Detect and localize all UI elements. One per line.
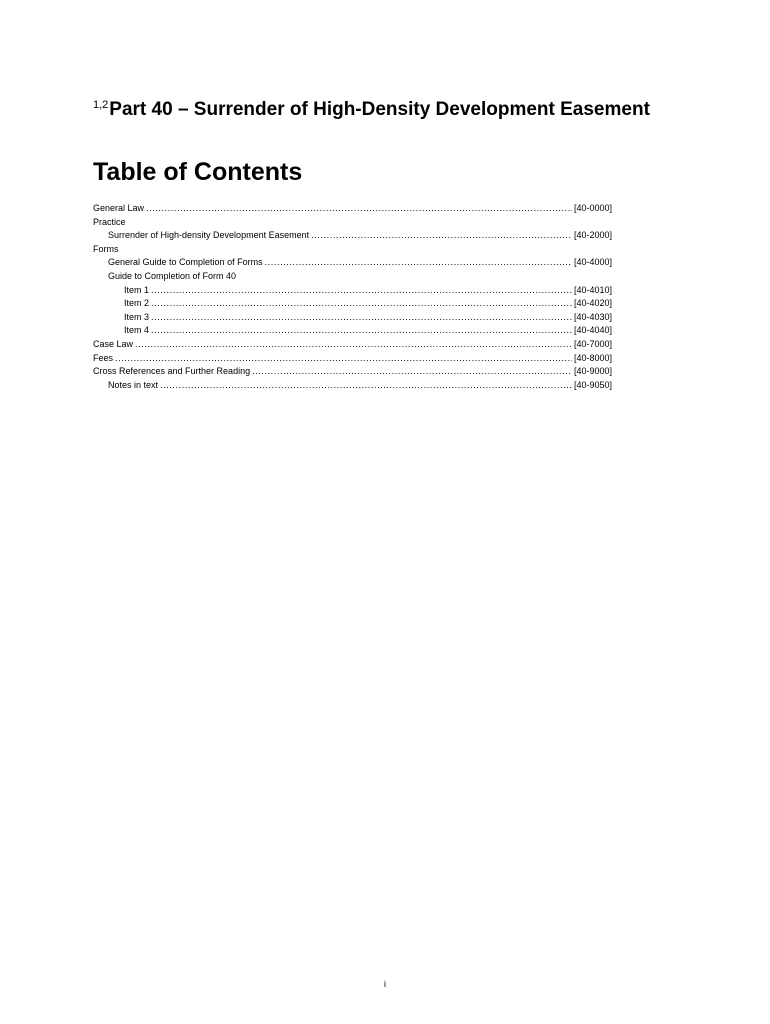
toc-entry-item-2[interactable] — [93, 297, 612, 311]
heading-title: Part 40 – Surrender of High-Density Development Easement — [109, 99, 650, 120]
toc-entry-ref: [40-9000] — [573, 366, 612, 377]
toc-entry-label: Guide to Completion of Form 40 — [108, 270, 237, 281]
toc-leader-dots — [146, 202, 572, 216]
toc-leader-dots — [160, 379, 572, 393]
toc-entry-label: Surrender of High-density Development Easement — [108, 230, 310, 241]
toc-entry-ref: [40-0000] — [573, 203, 612, 213]
toc-entry-item-4[interactable] — [93, 324, 612, 338]
toc-leader-dots — [151, 297, 572, 311]
toc-heading-guide-form-40 — [93, 270, 612, 284]
toc-leader-dots — [311, 229, 572, 243]
toc-entry-label: Item 3 — [124, 311, 150, 322]
toc-leader-dots — [265, 256, 572, 270]
page-number: i — [384, 979, 386, 989]
toc-entry-ref: [40-7000] — [573, 338, 612, 349]
toc-leader-dots — [151, 311, 572, 325]
page-heading — [93, 94, 653, 121]
toc-entry-ref: [40-4030] — [573, 311, 612, 322]
toc-entry-label: Forms — [93, 243, 119, 254]
toc-leader-dots — [151, 284, 572, 298]
heading-superscript: 1,2 — [93, 99, 109, 111]
toc-entry-label: Fees — [93, 352, 114, 363]
toc-entry-case-law[interactable] — [93, 338, 612, 352]
toc-entry-ref: [40-4020] — [573, 298, 612, 309]
toc-entry-general-guide[interactable] — [93, 256, 612, 270]
toc-entry-label: General Guide to Completion of Forms — [108, 257, 263, 268]
toc-heading-forms — [93, 243, 612, 257]
toc-entry-item-3[interactable] — [93, 311, 612, 325]
toc-leader-dots — [115, 352, 572, 366]
toc-entry-cross-references[interactable] — [93, 365, 612, 379]
toc-entry-ref: [40-8000] — [573, 352, 612, 363]
toc-entry-fees[interactable] — [93, 352, 612, 366]
toc-entry-label: Case Law — [93, 338, 134, 349]
toc-entry-ref: [40-9050] — [573, 379, 612, 390]
toc-entry-ref: [40-4040] — [573, 325, 612, 336]
toc-entry-item-1[interactable] — [93, 284, 612, 298]
toc-entry-label: Item 4 — [124, 325, 150, 336]
toc-entry-ref: [40-4000] — [573, 257, 612, 268]
toc-entry-label: General Law — [93, 203, 145, 213]
toc-entry-general-law[interactable] — [93, 202, 612, 216]
toc-entry-ref: [40-2000] — [573, 230, 612, 241]
toc-heading-practice — [93, 216, 612, 230]
table-of-contents — [93, 202, 612, 392]
toc-entry-label: Practice — [93, 216, 126, 227]
toc-leader-dots — [135, 338, 572, 352]
toc-entry-label: Item 2 — [124, 298, 150, 309]
toc-entry-label: Notes in text — [108, 379, 159, 390]
toc-entry-ref: [40-4010] — [573, 284, 612, 295]
toc-entry-surrender[interactable] — [93, 229, 612, 243]
toc-leader-dots — [252, 365, 572, 379]
toc-leader-dots — [151, 324, 572, 338]
toc-entry-label: Cross References and Further Reading — [93, 366, 251, 377]
toc-entry-label: Item 1 — [124, 284, 150, 295]
toc-entry-notes-in-text[interactable] — [93, 379, 612, 393]
toc-title: Table of Contents — [93, 158, 303, 186]
